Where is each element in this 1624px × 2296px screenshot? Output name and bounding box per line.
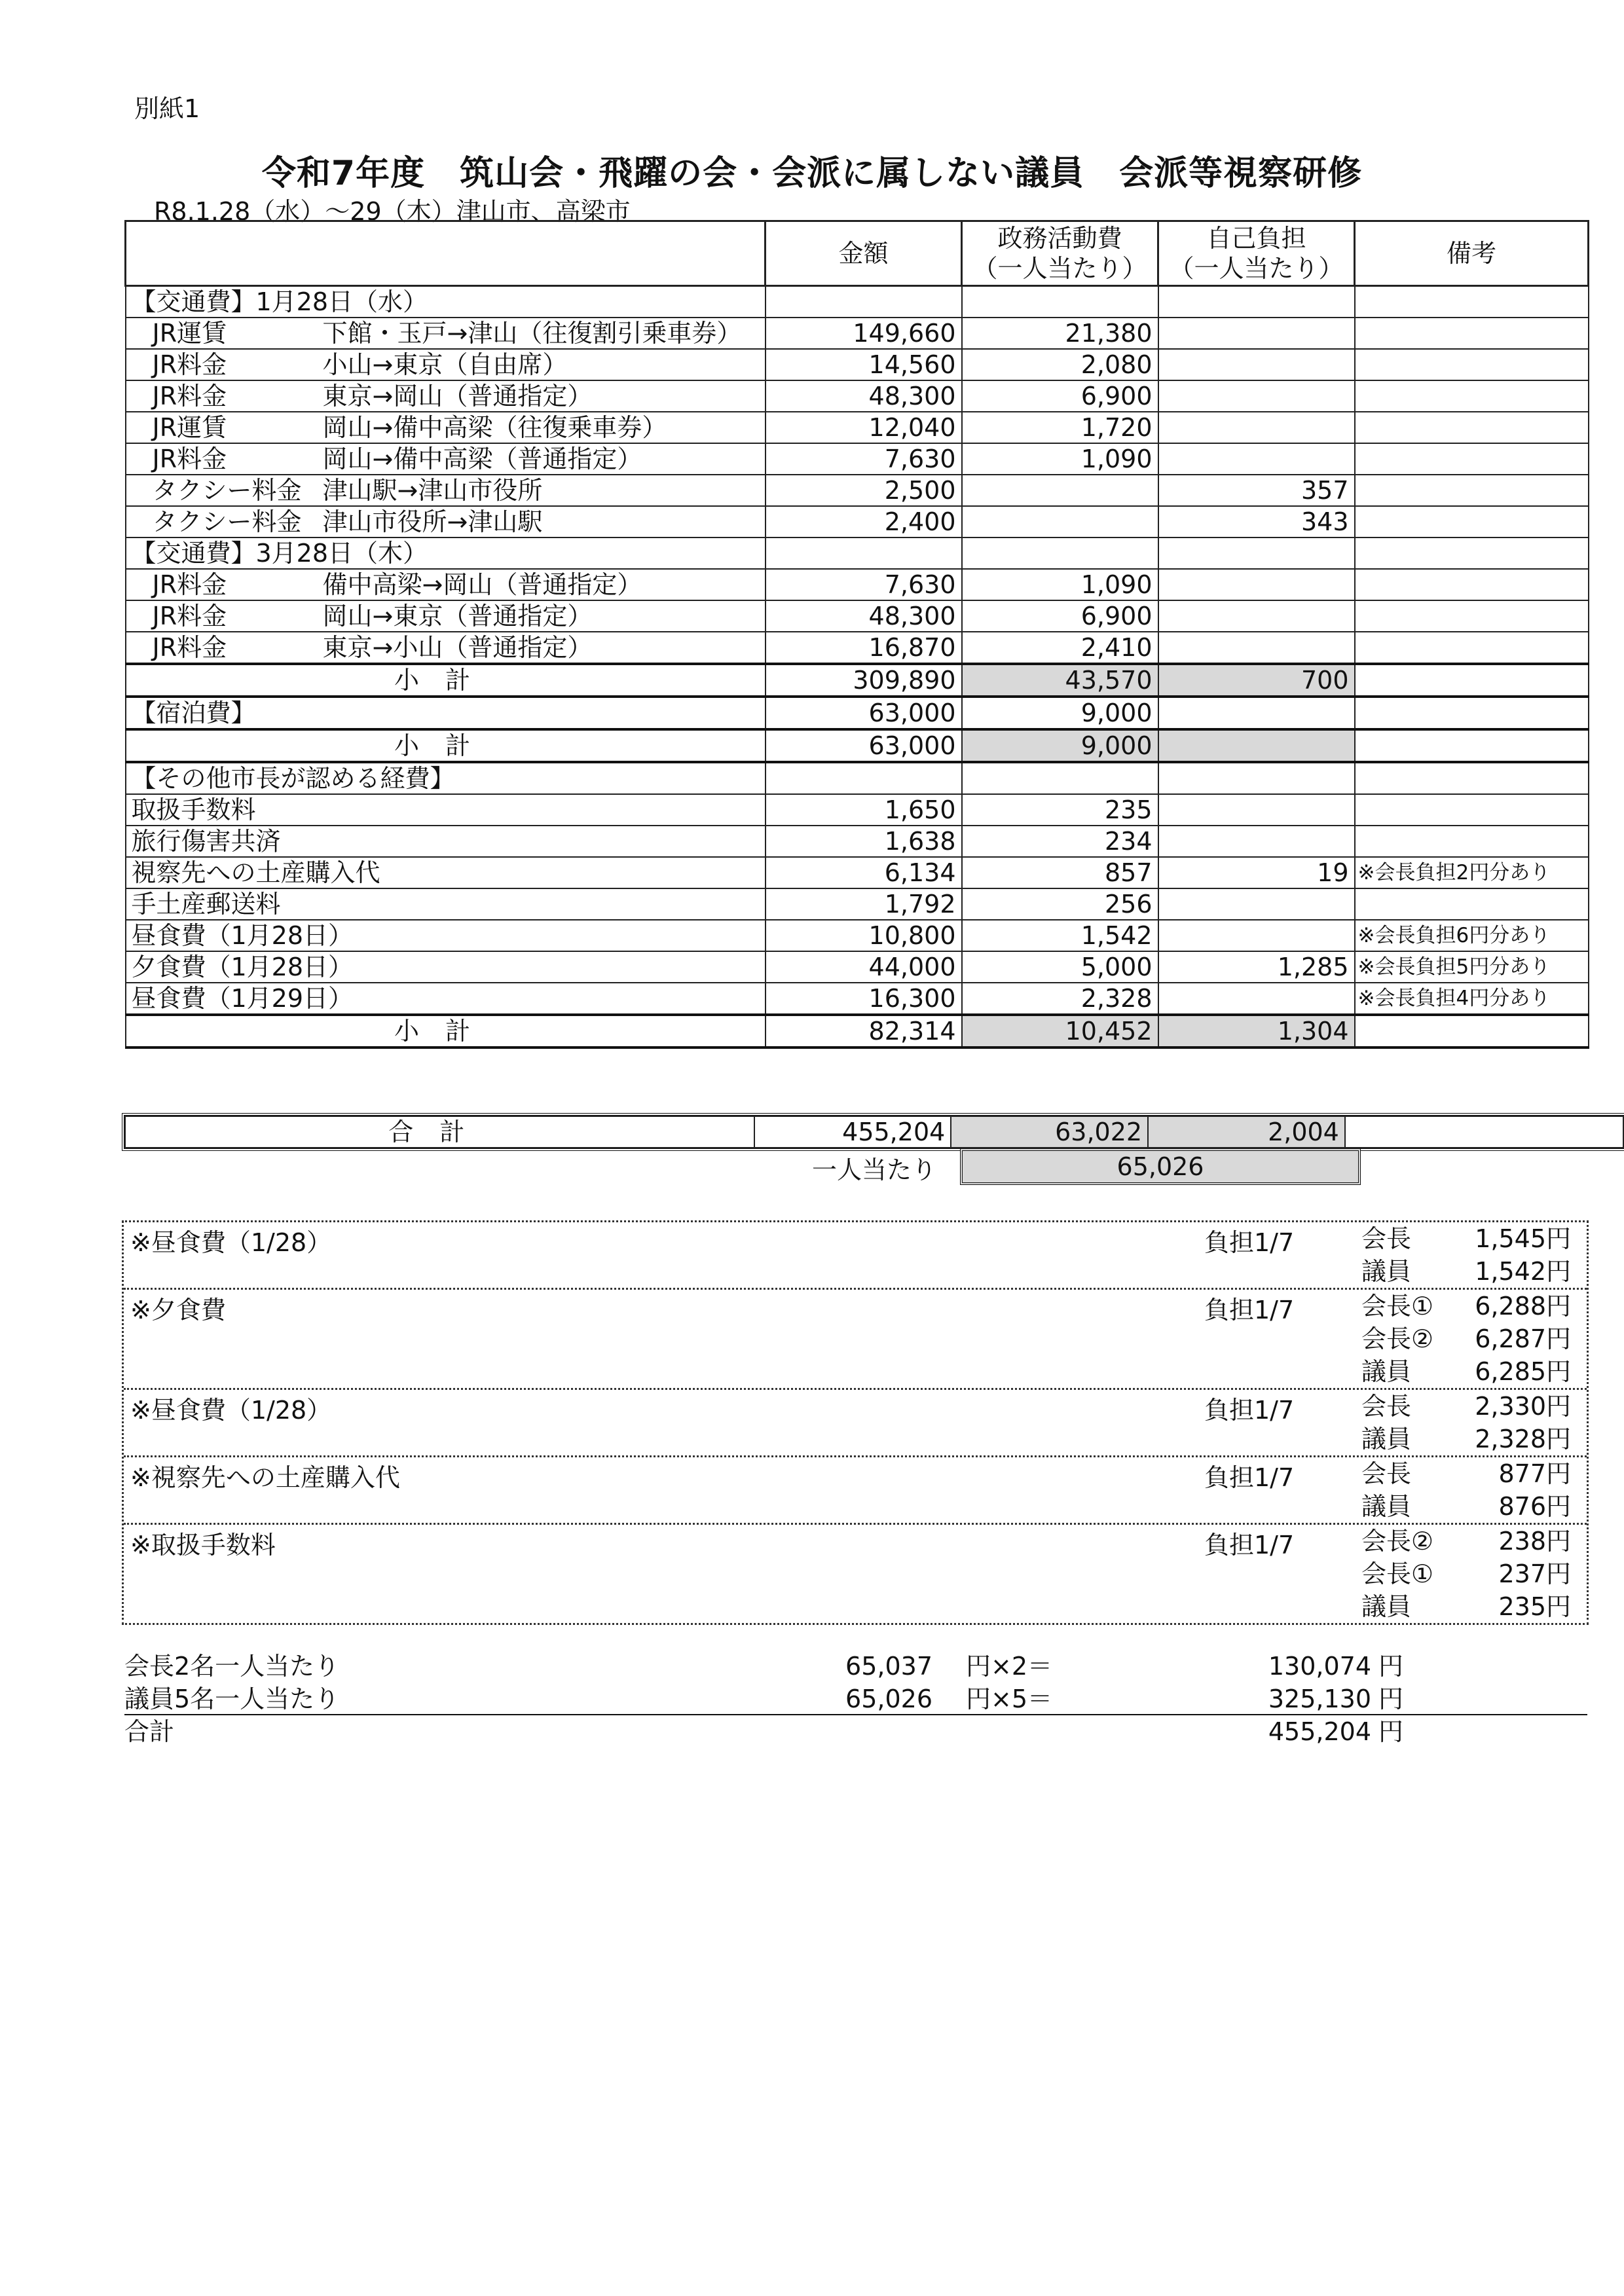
note-role: 会長 bbox=[1361, 1392, 1412, 1421]
grand-total-row bbox=[125, 1116, 1623, 1148]
note-amount: 2,328円 bbox=[1475, 1425, 1571, 1453]
summary-label: 合計 bbox=[124, 1717, 175, 1746]
note-role: 会長② bbox=[1361, 1527, 1434, 1556]
summary-multiplier: 円×2＝ bbox=[966, 1652, 1053, 1681]
section-remarks bbox=[1355, 762, 1589, 794]
expense-remarks bbox=[1355, 826, 1589, 857]
note-role: 会長① bbox=[1361, 1292, 1434, 1321]
note-amount: 6,285円 bbox=[1475, 1357, 1571, 1386]
section-header-row bbox=[126, 762, 1589, 794]
expense-item-label: 昼食費（1月28日） bbox=[131, 921, 354, 950]
note-amount: 235円 bbox=[1498, 1592, 1571, 1621]
note-amount: 1,545円 bbox=[1475, 1224, 1571, 1253]
expense-route: 東京→小山（普通指定） bbox=[322, 633, 593, 662]
section-self bbox=[1158, 762, 1355, 794]
expense-amount: 149,660 bbox=[766, 318, 962, 349]
note-amount: 877円 bbox=[1498, 1459, 1571, 1488]
expense-row bbox=[126, 888, 1589, 920]
expense-row bbox=[126, 443, 1589, 475]
expense-item bbox=[126, 983, 766, 1015]
section-self bbox=[1158, 538, 1355, 569]
page-title: 令和7年度 筑山会・飛躍の会・会派に属しない議員 会派等視察研修 bbox=[261, 154, 1363, 193]
expense-remarks bbox=[1355, 600, 1589, 632]
expense-table bbox=[124, 220, 1589, 1049]
section-header-row bbox=[126, 697, 1589, 729]
subtotal-remarks bbox=[1355, 729, 1589, 762]
note-row bbox=[124, 1457, 1587, 1525]
note-line bbox=[1361, 1558, 1571, 1590]
note-amount: 6,287円 bbox=[1475, 1324, 1571, 1353]
header-remarks: 備考 bbox=[1355, 221, 1589, 286]
subtotal-remarks bbox=[1355, 1015, 1589, 1048]
note-role: 議員 bbox=[1361, 1357, 1412, 1386]
subtotal-label: 小計 bbox=[126, 664, 766, 697]
expense-row bbox=[126, 920, 1589, 951]
section-self bbox=[1158, 697, 1355, 729]
expense-amount: 6,134 bbox=[766, 857, 962, 888]
expense-item bbox=[126, 380, 766, 412]
header-self-line1: 自己負担 bbox=[1206, 224, 1306, 253]
expense-amount: 16,300 bbox=[766, 983, 962, 1015]
subtotal-label: 小計 bbox=[126, 1015, 766, 1048]
expense-self bbox=[1158, 983, 1355, 1015]
summary-total: 130,074 bbox=[1268, 1652, 1371, 1681]
expense-amount: 10,800 bbox=[766, 920, 962, 951]
summary-unit: 円 bbox=[1378, 1685, 1404, 1713]
header-amount: 金額 bbox=[766, 221, 962, 286]
summary-label: 会長2名一人当たり bbox=[124, 1652, 340, 1681]
subtotal-self bbox=[1158, 729, 1355, 762]
note-share: 負担1/7 bbox=[1204, 1396, 1295, 1425]
expense-remarks: ※会長負担2円分あり bbox=[1355, 857, 1589, 888]
section-title: 【交通費】1月28日（水） bbox=[126, 286, 766, 318]
header-self bbox=[1158, 221, 1355, 286]
section-title: 【その他市長が認める経費】 bbox=[126, 762, 766, 794]
expense-item-label: 視察先への土産購入代 bbox=[131, 858, 380, 887]
expense-remarks: ※会長負担5円分あり bbox=[1355, 951, 1589, 983]
expense-item bbox=[126, 920, 766, 951]
expense-self bbox=[1158, 412, 1355, 443]
expense-item-label: 取扱手数料 bbox=[131, 795, 256, 824]
expense-item bbox=[126, 569, 766, 600]
section-gov bbox=[962, 538, 1158, 569]
note-share: 負担1/7 bbox=[1204, 1463, 1295, 1492]
note-row bbox=[124, 1390, 1587, 1457]
expense-remarks bbox=[1355, 349, 1589, 380]
expense-gov: 6,900 bbox=[962, 380, 1158, 412]
subtotal-amount: 63,000 bbox=[766, 729, 962, 762]
expense-item bbox=[126, 826, 766, 857]
note-amount: 238円 bbox=[1498, 1527, 1571, 1556]
subtotal-row bbox=[126, 729, 1589, 762]
expense-amount: 14,560 bbox=[766, 349, 962, 380]
expense-item bbox=[126, 951, 766, 983]
note-amount: 2,330円 bbox=[1475, 1392, 1571, 1421]
subtotal-row bbox=[126, 664, 1589, 697]
summary-unit: 円 bbox=[1378, 1717, 1404, 1746]
expense-amount: 16,870 bbox=[766, 632, 962, 664]
note-line bbox=[1361, 1490, 1571, 1523]
expense-row bbox=[126, 569, 1589, 600]
expense-gov: 235 bbox=[962, 794, 1158, 826]
note-amount: 1,542円 bbox=[1475, 1257, 1571, 1286]
expense-self bbox=[1158, 349, 1355, 380]
section-remarks bbox=[1355, 697, 1589, 729]
expense-gov: 1,720 bbox=[962, 412, 1158, 443]
expense-row bbox=[126, 506, 1589, 538]
expense-row bbox=[126, 349, 1589, 380]
expense-row bbox=[126, 380, 1589, 412]
note-line bbox=[1361, 1355, 1571, 1388]
expense-remarks: ※会長負担4円分あり bbox=[1355, 983, 1589, 1015]
expense-remarks bbox=[1355, 569, 1589, 600]
summary-total: 325,130 bbox=[1268, 1685, 1371, 1713]
expense-amount: 7,630 bbox=[766, 443, 962, 475]
grand-total-label: 合計 bbox=[125, 1116, 754, 1148]
expense-route: 小山→東京（自由席） bbox=[322, 350, 568, 379]
per-person-value: 65,026 bbox=[960, 1148, 1361, 1185]
expense-row bbox=[126, 475, 1589, 506]
expense-self: 343 bbox=[1158, 506, 1355, 538]
section-amount bbox=[766, 762, 962, 794]
section-self bbox=[1158, 286, 1355, 318]
summary-row bbox=[124, 1650, 1587, 1683]
expense-item-label: JR運賃 bbox=[152, 413, 227, 442]
note-amount: 876円 bbox=[1498, 1492, 1571, 1521]
expense-self bbox=[1158, 443, 1355, 475]
expense-remarks bbox=[1355, 318, 1589, 349]
note-amount: 6,288円 bbox=[1475, 1292, 1571, 1321]
expense-amount: 1,638 bbox=[766, 826, 962, 857]
subtotal-self: 1,304 bbox=[1158, 1015, 1355, 1048]
expense-self bbox=[1158, 888, 1355, 920]
expense-item-label: 昼食費（1月29日） bbox=[131, 984, 354, 1013]
expense-amount: 7,630 bbox=[766, 569, 962, 600]
summary-unit: 円 bbox=[1378, 1652, 1404, 1681]
expense-amount: 48,300 bbox=[766, 600, 962, 632]
expense-remarks bbox=[1355, 443, 1589, 475]
subtotal-gov: 9,000 bbox=[962, 729, 1158, 762]
summary-block bbox=[124, 1650, 1587, 1748]
expense-item bbox=[126, 318, 766, 349]
section-gov: 9,000 bbox=[962, 697, 1158, 729]
expense-amount: 2,500 bbox=[766, 475, 962, 506]
expense-item bbox=[126, 888, 766, 920]
expense-item-label: 夕食費（1月28日） bbox=[131, 953, 354, 981]
expense-row bbox=[126, 412, 1589, 443]
expense-remarks bbox=[1355, 506, 1589, 538]
note-role: 議員 bbox=[1361, 1592, 1412, 1621]
note-share: 負担1/7 bbox=[1204, 1228, 1295, 1257]
expense-item bbox=[126, 443, 766, 475]
expense-item-label: JR運賃 bbox=[152, 319, 227, 348]
subtotal-row bbox=[126, 1015, 1589, 1048]
header-gov bbox=[962, 221, 1158, 286]
header-row bbox=[126, 221, 1589, 286]
expense-item bbox=[126, 506, 766, 538]
note-role: 会長① bbox=[1361, 1559, 1434, 1588]
expense-gov: 857 bbox=[962, 857, 1158, 888]
expense-self bbox=[1158, 826, 1355, 857]
expense-item bbox=[126, 632, 766, 664]
note-label: ※夕食費 bbox=[130, 1296, 226, 1324]
subtotal-self: 700 bbox=[1158, 664, 1355, 697]
summary-total: 455,204 bbox=[1268, 1717, 1371, 1746]
expense-remarks bbox=[1355, 794, 1589, 826]
burden-notes bbox=[122, 1220, 1589, 1625]
expense-route: 岡山→備中高梁（普通指定） bbox=[322, 445, 642, 473]
expense-gov: 21,380 bbox=[962, 318, 1158, 349]
expense-row bbox=[126, 951, 1589, 983]
section-title: 【交通費】3月28日（木） bbox=[126, 538, 766, 569]
expense-gov bbox=[962, 506, 1158, 538]
attachment-label: 別紙1 bbox=[134, 94, 200, 123]
expense-remarks bbox=[1355, 475, 1589, 506]
expense-route: 東京→岡山（普通指定） bbox=[322, 382, 593, 410]
per-person-label: 一人当たり bbox=[812, 1156, 937, 1184]
summary-per-person: 65,026 bbox=[845, 1685, 932, 1713]
expense-item-label: JR料金 bbox=[152, 602, 227, 630]
expense-gov: 1,542 bbox=[962, 920, 1158, 951]
expense-remarks bbox=[1355, 888, 1589, 920]
expense-remarks bbox=[1355, 380, 1589, 412]
expense-item-label: JR料金 bbox=[152, 350, 227, 379]
expense-remarks bbox=[1355, 632, 1589, 664]
expense-self bbox=[1158, 380, 1355, 412]
note-label: ※視察先への土産購入代 bbox=[130, 1463, 400, 1492]
note-role: 議員 bbox=[1361, 1425, 1412, 1453]
header-self-line2: （一人当たり） bbox=[1169, 254, 1344, 283]
expense-route: 津山市役所→津山駅 bbox=[322, 507, 543, 536]
grand-total-box bbox=[122, 1113, 1624, 1151]
note-line bbox=[1361, 1255, 1571, 1288]
expense-item bbox=[126, 857, 766, 888]
subtotal-gov: 10,452 bbox=[962, 1015, 1158, 1048]
expense-amount: 2,400 bbox=[766, 506, 962, 538]
expense-item-label: 旅行傷害共済 bbox=[131, 827, 281, 856]
note-label: ※取扱手数料 bbox=[130, 1531, 276, 1559]
expense-gov: 234 bbox=[962, 826, 1158, 857]
expense-self bbox=[1158, 600, 1355, 632]
grand-total-gov: 63,022 bbox=[951, 1116, 1148, 1148]
expense-remarks: ※会長負担6円分あり bbox=[1355, 920, 1589, 951]
expense-item-label: JR料金 bbox=[152, 570, 227, 599]
expense-self: 357 bbox=[1158, 475, 1355, 506]
summary-per-person: 65,037 bbox=[845, 1652, 932, 1681]
subtotal-gov: 43,570 bbox=[962, 664, 1158, 697]
expense-item bbox=[126, 475, 766, 506]
summary-row bbox=[124, 1715, 1587, 1748]
note-line bbox=[1361, 1222, 1571, 1255]
header-gov-line1: 政務活動費 bbox=[997, 224, 1122, 253]
expense-gov: 1,090 bbox=[962, 569, 1158, 600]
note-row bbox=[124, 1290, 1587, 1390]
note-label: ※昼食費（1/28） bbox=[130, 1396, 332, 1425]
expense-gov: 2,080 bbox=[962, 349, 1158, 380]
expense-item bbox=[126, 349, 766, 380]
expense-self bbox=[1158, 318, 1355, 349]
grand-total-self: 2,004 bbox=[1148, 1116, 1345, 1148]
expense-row bbox=[126, 632, 1589, 664]
subtotal-label: 小計 bbox=[126, 729, 766, 762]
expense-remarks bbox=[1355, 412, 1589, 443]
expense-item-label: タクシー料金 bbox=[152, 476, 302, 505]
grand-total-amount: 455,204 bbox=[754, 1116, 951, 1148]
note-share: 負担1/7 bbox=[1204, 1531, 1295, 1559]
section-title: 【宿泊費】 bbox=[126, 697, 766, 729]
expense-self bbox=[1158, 794, 1355, 826]
note-role: 議員 bbox=[1361, 1492, 1412, 1521]
expense-gov: 6,900 bbox=[962, 600, 1158, 632]
expense-amount: 44,000 bbox=[766, 951, 962, 983]
expense-gov: 2,410 bbox=[962, 632, 1158, 664]
expense-route: 下館・玉戸→津山（往復割引乗車券） bbox=[322, 319, 742, 348]
expense-gov: 5,000 bbox=[962, 951, 1158, 983]
expense-route: 岡山→備中高梁（往復乗車券） bbox=[322, 413, 667, 442]
section-remarks bbox=[1355, 538, 1589, 569]
section-gov bbox=[962, 762, 1158, 794]
note-label: ※昼食費（1/28） bbox=[130, 1228, 332, 1257]
expense-item-label: タクシー料金 bbox=[152, 507, 302, 536]
expense-amount: 1,650 bbox=[766, 794, 962, 826]
note-line bbox=[1361, 1525, 1571, 1558]
expense-item-label: 手土産郵送料 bbox=[131, 890, 281, 919]
expense-gov bbox=[962, 475, 1158, 506]
subtotal-amount: 82,314 bbox=[766, 1015, 962, 1048]
expense-route: 津山駅→津山市役所 bbox=[322, 476, 543, 505]
section-amount bbox=[766, 286, 962, 318]
section-header-row bbox=[126, 538, 1589, 569]
expense-row bbox=[126, 857, 1589, 888]
note-line bbox=[1361, 1590, 1571, 1623]
expense-route: 岡山→東京（普通指定） bbox=[322, 602, 593, 630]
summary-divider bbox=[124, 1714, 1587, 1715]
expense-gov: 256 bbox=[962, 888, 1158, 920]
section-header-row bbox=[126, 286, 1589, 318]
expense-self bbox=[1158, 632, 1355, 664]
expense-gov: 2,328 bbox=[962, 983, 1158, 1015]
expense-item bbox=[126, 794, 766, 826]
summary-label: 議員5名一人当たり bbox=[124, 1685, 340, 1713]
note-line bbox=[1361, 1457, 1571, 1490]
expense-row bbox=[126, 826, 1589, 857]
header-gov-line2: （一人当たり） bbox=[972, 254, 1147, 283]
expense-item-label: JR料金 bbox=[152, 445, 227, 473]
note-line bbox=[1361, 1322, 1571, 1355]
note-line bbox=[1361, 1390, 1571, 1423]
note-row bbox=[124, 1525, 1587, 1623]
subtotal-remarks bbox=[1355, 664, 1589, 697]
header-item bbox=[126, 221, 766, 286]
expense-self bbox=[1158, 920, 1355, 951]
expense-row bbox=[126, 983, 1589, 1015]
expense-item-label: JR料金 bbox=[152, 382, 227, 410]
summary-row bbox=[124, 1683, 1587, 1715]
note-line bbox=[1361, 1423, 1571, 1455]
expense-self: 19 bbox=[1158, 857, 1355, 888]
trip-dates: R8.1.28（水）～29（木）津山市、高梁市 bbox=[154, 197, 631, 226]
grand-total-remarks bbox=[1345, 1116, 1623, 1148]
expense-item bbox=[126, 600, 766, 632]
expense-route: 備中高梁→岡山（普通指定） bbox=[322, 570, 642, 599]
expense-item bbox=[126, 412, 766, 443]
expense-row bbox=[126, 318, 1589, 349]
expense-row bbox=[126, 600, 1589, 632]
section-amount bbox=[766, 538, 962, 569]
expense-amount: 48,300 bbox=[766, 380, 962, 412]
expense-self bbox=[1158, 569, 1355, 600]
expense-amount: 12,040 bbox=[766, 412, 962, 443]
expense-self: 1,285 bbox=[1158, 951, 1355, 983]
section-amount: 63,000 bbox=[766, 697, 962, 729]
expense-amount: 1,792 bbox=[766, 888, 962, 920]
note-share: 負担1/7 bbox=[1204, 1296, 1295, 1324]
summary-multiplier: 円×5＝ bbox=[966, 1685, 1053, 1713]
section-remarks bbox=[1355, 286, 1589, 318]
expense-row bbox=[126, 794, 1589, 826]
note-row bbox=[124, 1222, 1587, 1290]
section-gov bbox=[962, 286, 1158, 318]
note-role: 会長 bbox=[1361, 1459, 1412, 1488]
note-role: 会長② bbox=[1361, 1324, 1434, 1353]
note-role: 会長 bbox=[1361, 1224, 1412, 1253]
expense-item-label: JR料金 bbox=[152, 633, 227, 662]
note-role: 議員 bbox=[1361, 1257, 1412, 1286]
subtotal-amount: 309,890 bbox=[766, 664, 962, 697]
note-line bbox=[1361, 1290, 1571, 1322]
note-amount: 237円 bbox=[1498, 1559, 1571, 1588]
expense-gov: 1,090 bbox=[962, 443, 1158, 475]
